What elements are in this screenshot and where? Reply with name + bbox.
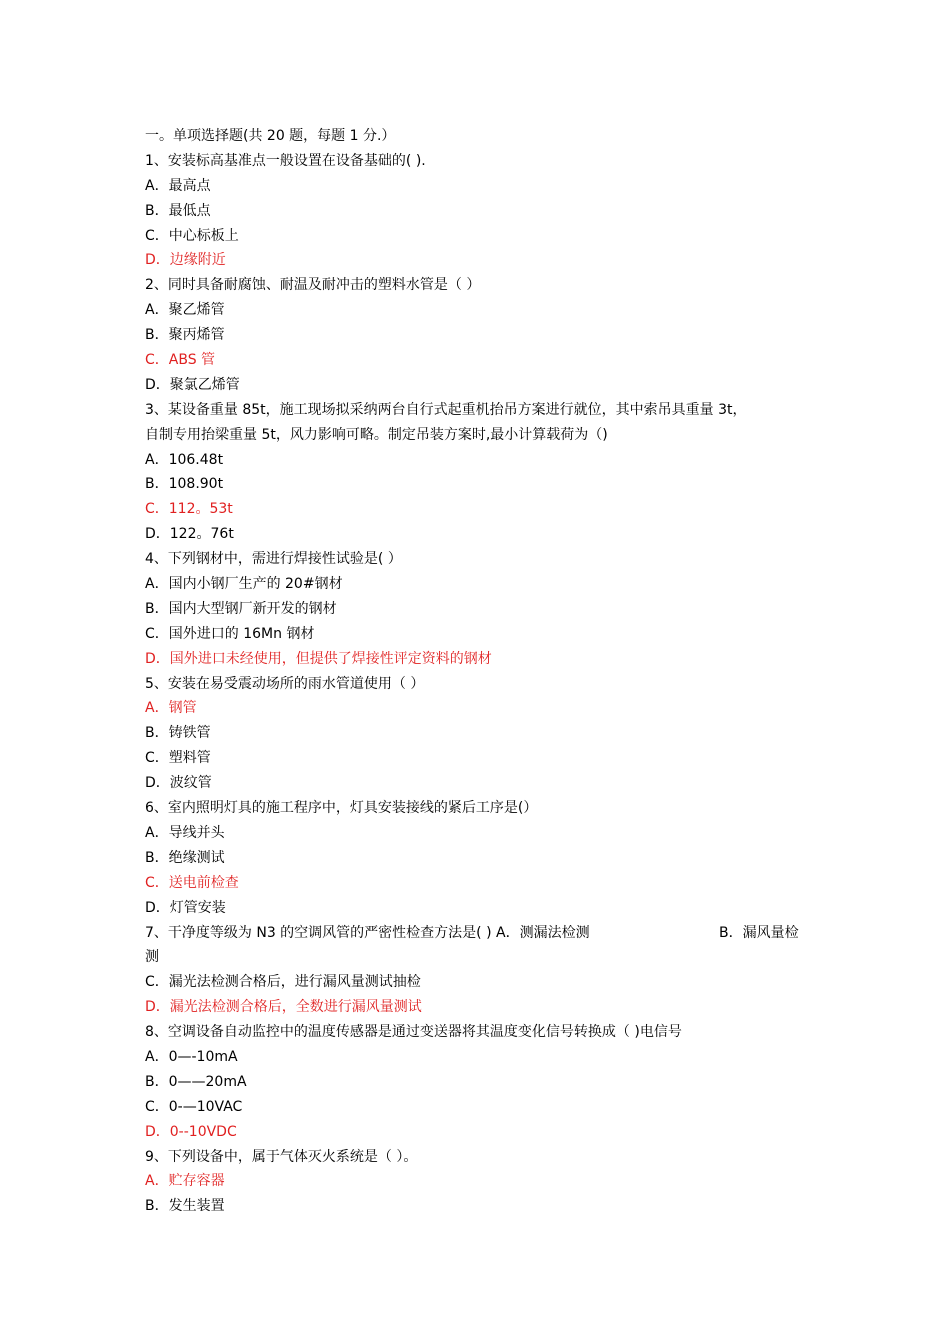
question-stem: 4、下列钢材中，需进行焊接性试验是( ）: [145, 551, 402, 568]
option-a: A．最高点: [145, 177, 211, 194]
question-3: [145, 398, 815, 547]
question-stem-line-1: [145, 921, 815, 946]
question-5: [145, 672, 815, 796]
option-b: B．铸铁管: [145, 725, 211, 742]
option-b: B．108.90t: [145, 476, 224, 493]
option-d: D．聚氯乙烯管: [145, 376, 240, 393]
option-c: C．0-—10VAC: [145, 1098, 243, 1115]
option-d-answer: D．国外进口未经使用，但提供了焊接性评定资料的钢材: [145, 650, 492, 667]
option-c: C．塑料管: [145, 750, 211, 767]
option-d-answer: D．漏光法检测合格后，全数进行漏风量测试: [145, 999, 422, 1016]
option-c: C．漏光法检测合格后，进行漏风量测试抽检: [145, 974, 421, 991]
option-d: D．波纹管: [145, 775, 212, 792]
question-8: [145, 1020, 815, 1144]
option-d: D．灯管安装: [145, 899, 226, 916]
option-a: A．国内小钢厂生产的 20#钢材: [145, 576, 343, 593]
question-stem: 8、空调设备自动监控中的温度传感器是通过变送器将其温度变化信号转换成（ )电信号: [145, 1024, 682, 1041]
option-c-answer: C．112。53t: [145, 501, 233, 518]
option-b: B．发生装置: [145, 1198, 225, 1215]
option-a: A．导线并头: [145, 824, 225, 841]
question-stem-main: 7、干净度等级为 N3 的空调风管的严密性检查方法是( ) A．测漏法检测: [145, 924, 590, 941]
option-b: B．0——20mA: [145, 1073, 247, 1090]
option-b: B．聚丙烯管: [145, 327, 225, 344]
option-b: B．国内大型钢厂新开发的钢材: [145, 600, 337, 617]
question-stem-line-2: 自制专用抬梁重量 5t，风力影响可略。制定吊装方案时,最小计算载荷为（): [145, 426, 608, 443]
question-stem: 6、室内照明灯具的施工程序中，灯具安装接线的紧后工序是(）: [145, 800, 538, 817]
option-c: C．国外进口的 16Mn 钢材: [145, 625, 315, 642]
question-7: [145, 921, 815, 1021]
question-stem: 5、安装在易受震动场所的雨水管道使用（ ）: [145, 675, 425, 692]
option-d: D．122。76t: [145, 526, 234, 543]
question-stem-option-b: B．漏风量检: [719, 924, 799, 941]
option-a: A．106.48t: [145, 451, 224, 468]
question-2: [145, 273, 815, 397]
question-stem: 1、安装标高基准点一般设置在设备基础的( ).: [145, 152, 426, 169]
option-c-answer: C．送电前检查: [145, 874, 239, 891]
option-d-answer: D．0--10VDC: [145, 1123, 237, 1140]
section-title: 一。单项选择题(共 20 题，每题 1 分.）: [145, 128, 396, 144]
option-a-answer: A．钢管: [145, 700, 197, 717]
option-a-answer: A．贮存容器: [145, 1173, 225, 1190]
option-b: B．绝缘测试: [145, 849, 225, 866]
question-4: [145, 547, 815, 671]
option-c-answer: C．ABS 管: [145, 352, 216, 369]
question-stem-line-2: 测: [145, 949, 159, 966]
question-stem: 9、下列设备中，属于气体灭火系统是（ ）。: [145, 1148, 418, 1165]
question-stem: 2、同时具备耐腐蚀、耐温及耐冲击的塑料水管是（ ）: [145, 277, 481, 294]
option-c: C．中心标板上: [145, 227, 239, 244]
question-9: [145, 1145, 815, 1220]
question-stem-line-1: 3、某设备重量 85t，施工现场拟采纳两台自行式起重机抬吊方案进行就位，其中索吊具重量 3t，: [145, 401, 747, 418]
option-a: A．0—-10mA: [145, 1048, 238, 1065]
option-b: B．最低点: [145, 202, 211, 219]
option-a: A．聚乙烯管: [145, 302, 225, 319]
question-1: [145, 149, 815, 273]
document-content: [145, 124, 815, 1219]
question-6: [145, 796, 815, 920]
option-d-answer: D．边缘附近: [145, 252, 226, 269]
